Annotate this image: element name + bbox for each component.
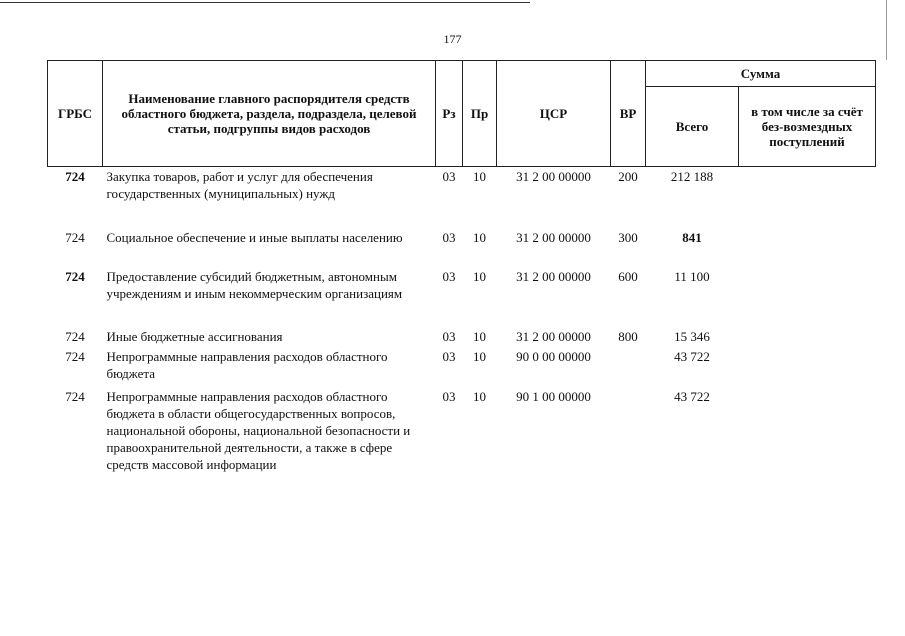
row-pr: 10 (473, 268, 486, 284)
row-incl (739, 387, 876, 491)
header-grbs: ГРБС (48, 61, 103, 167)
row-vr (611, 387, 646, 491)
row-name: Предоставление субсидий бюджетным, автономным учреждениям и иным некоммерческим организациям (106, 268, 403, 301)
row-pr: 10 (473, 328, 486, 344)
header-incl: в том числе за счёт без-возмездных поступлений (739, 87, 876, 167)
row-total: 43 722 (674, 388, 710, 404)
table-row (48, 327, 876, 347)
top-rule (0, 2, 530, 3)
row-pr: 10 (473, 388, 486, 404)
row-total: 841 (682, 229, 702, 245)
edge-rule (886, 0, 887, 60)
header-pr: Пр (463, 61, 497, 167)
row-grbs: 724 (65, 229, 85, 245)
page-number: 177 (443, 32, 462, 46)
row-name: Закупка товаров, работ и услуг для обеспечения государственных (муниципальных) нужд (106, 169, 373, 201)
row-incl (739, 228, 876, 267)
row-incl (739, 267, 876, 327)
row-total: 43 722 (674, 348, 710, 364)
row-pr: 10 (473, 169, 486, 184)
row-rz: 03 (442, 328, 456, 344)
row-grbs: 724 (65, 348, 85, 364)
row-pr: 10 (473, 229, 486, 245)
table-row (48, 228, 876, 267)
table-row (48, 267, 876, 327)
row-vr: 200 (618, 169, 638, 184)
row-incl (739, 327, 876, 347)
row-rz: 03 (442, 348, 456, 364)
header-csr: ЦСР (497, 61, 611, 167)
row-csr: 90 1 00 00000 (516, 388, 591, 404)
row-name: Социальное обеспечение и иные выплаты населению (106, 229, 403, 245)
row-rz: 03 (442, 169, 456, 184)
row-rz: 03 (442, 268, 456, 284)
row-incl (739, 347, 876, 387)
row-grbs: 724 (65, 328, 85, 344)
row-grbs: 724 (65, 169, 85, 184)
row-grbs: 724 (65, 388, 85, 404)
row-csr: 31 2 00 00000 (516, 229, 591, 245)
table-row (48, 347, 876, 387)
row-pr: 10 (473, 348, 486, 364)
row-name: Иные бюджетные ассигнования (106, 328, 283, 344)
row-incl (739, 167, 876, 228)
row-csr: 31 2 00 00000 (516, 328, 591, 344)
header-total: Всего (646, 87, 739, 167)
header-sum: Сумма (646, 61, 876, 87)
row-rz: 03 (442, 229, 456, 245)
budget-table (47, 60, 876, 491)
row-name: Непрограммные направления расходов областного бюджета в области общегосударственных вопросов, национальной обороны, национальной безопасности и правоохранительной деятельности, а также в сфере средств массовой информации (106, 388, 411, 472)
row-total: 15 346 (674, 328, 710, 344)
row-vr: 600 (618, 268, 638, 284)
row-name: Непрограммные направления расходов областного бюджета (106, 348, 388, 381)
table-row (48, 387, 876, 491)
row-grbs: 724 (65, 268, 85, 284)
row-csr: 90 0 00 00000 (516, 348, 591, 364)
row-vr: 300 (618, 229, 638, 245)
row-total: 212 188 (670, 169, 714, 184)
row-vr (611, 347, 646, 387)
table-row (48, 167, 876, 228)
row-total: 11 100 (674, 268, 710, 284)
header-rz: Рз (436, 61, 463, 167)
header-vr: ВР (611, 61, 646, 167)
row-rz: 03 (442, 388, 456, 404)
row-vr: 800 (618, 328, 638, 344)
header-name: Наименование главного распорядителя средств областного бюджета, раздела, подраздела, целевой статьи, подгруппы видов расходов (103, 61, 436, 167)
row-csr: 31 2 00 00000 (516, 268, 591, 284)
row-csr: 31 2 00 00000 (516, 169, 591, 184)
